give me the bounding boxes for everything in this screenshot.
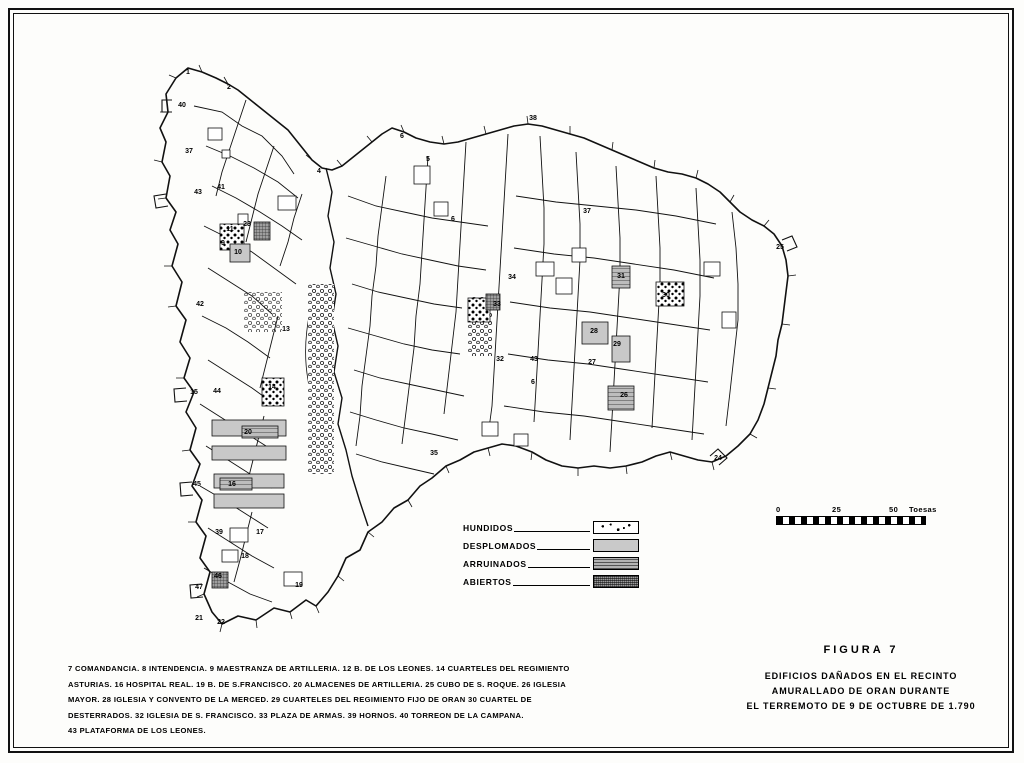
oran-walled-city-map (16, 16, 1006, 745)
figure-caption-block (716, 644, 1006, 714)
legend-swatch-hundidos (593, 521, 639, 534)
legend-leader-line (528, 560, 590, 568)
legend-label-hundidos: HUNDIDOS (463, 522, 514, 533)
map-number-label: 5 (426, 156, 430, 163)
map-number-label: 19 (295, 582, 303, 589)
map-number-label: 18 (241, 553, 249, 560)
legend-leader-line (537, 542, 590, 550)
map-number-label: 39 (215, 529, 223, 536)
key-line-5: 43 PLATAFORMA DE LOS LEONES. (68, 726, 206, 735)
map-number-label: 17 (256, 529, 264, 536)
map-number-label: 35 (430, 450, 438, 457)
figure-caption-line-3: EL TERREMOTO DE 9 DE OCTUBRE DE 1.790 (746, 701, 976, 711)
legend-label-arruinados: ARRUINADOS (463, 558, 527, 569)
map-number-label: 47 (195, 584, 203, 591)
map-number-label: 20 (244, 429, 252, 436)
map-number-label: 33 (493, 301, 501, 308)
map-number-label: 9 (221, 240, 225, 247)
map-number-label: 45 (193, 481, 201, 488)
map-number-label: 30 (662, 292, 670, 299)
map-number-label: 31 (617, 273, 625, 280)
figure-number: FIGURA 7 (823, 644, 899, 656)
legend-leader-line (513, 578, 590, 586)
legend-item-abiertos (463, 573, 639, 590)
map-number-label: 44 (213, 388, 221, 395)
map-number-label: 13 (282, 326, 290, 333)
scale-tick-25: 25 (832, 505, 842, 514)
map-number-label: 37 (583, 208, 591, 215)
legend-item-hundidos (463, 519, 639, 536)
legend-swatch-abiertos (593, 575, 639, 588)
map-number-label: 38 (529, 115, 537, 122)
map-number-label: 24 (714, 455, 722, 462)
legend-label-desplomados: DESPLOMADOS (463, 540, 537, 551)
map-number-label: 6 (400, 133, 404, 140)
map-number-label: 34 (508, 274, 516, 281)
map-drawing-area (16, 16, 1006, 745)
map-number-label: 11 (226, 226, 234, 233)
legend-leader-line (514, 524, 590, 532)
map-number-label: 6 (531, 379, 535, 386)
map-number-label: 27 (588, 359, 596, 366)
map-number-label: 21 (195, 615, 203, 622)
map-number-label: 42 (196, 301, 204, 308)
map-number-label: 1 (186, 69, 190, 76)
map-number-label: 46 (214, 573, 222, 580)
map-number-label: 41 (217, 184, 225, 191)
map-number-label: 10 (234, 249, 242, 256)
map-number-label: 26 (620, 392, 628, 399)
map-number-label: 25 (776, 244, 784, 251)
map-number-label: 14 (268, 384, 276, 391)
map-number-label: 28 (590, 328, 598, 335)
legend-label-abiertos: ABIERTOS (463, 576, 512, 587)
figure-caption-line-1: EDIFICIOS DAÑADOS EN EL RECINTO (764, 671, 958, 681)
scale-bar (776, 505, 946, 525)
map-number-label: 16 (228, 481, 236, 488)
scale-unit-label: Toesas (909, 505, 937, 514)
map-number-label: 22 (217, 619, 225, 626)
map-number-label: 37 (185, 148, 193, 155)
map-number-label: 2 (227, 84, 231, 91)
map-number-label: 43 (194, 189, 202, 196)
map-number-label: 40 (178, 102, 186, 109)
legend-swatch-arruinados (593, 557, 639, 570)
legend-swatch-desplomados (593, 539, 639, 552)
map-number-label: 6 (451, 216, 455, 223)
scale-tick-0: 0 (776, 505, 781, 514)
scale-bar-graphic (776, 516, 926, 525)
legend-item-arruinados (463, 555, 639, 572)
map-number-label: 23 (243, 221, 251, 228)
map-number-label: 4 (317, 168, 321, 175)
map-number-label: 29 (613, 341, 621, 348)
map-number-label: 32 (496, 356, 504, 363)
scale-tick-50: 50 (889, 505, 899, 514)
map-number-label: 15 (190, 389, 198, 396)
scale-tick-labels (776, 505, 946, 516)
map-number-label: 43 (530, 356, 538, 363)
map-key-text (68, 661, 613, 739)
map-legend (463, 519, 639, 591)
key-line-4: DESTERRADOS. 32 IGLESIA DE S. FRANCISCO. 33 PLAZA DE ARMAS. 39 HORNOS. 40 TORREON DE LA CAMPANA. (68, 710, 524, 720)
key-line-3: MAYOR. 28 IGLESIA Y CONVENTO DE LA MERCED. 29 CUARTELES DEL REGIMIENTO FIJO DE ORAN 30 CUARTEL DE (68, 695, 532, 704)
figure-caption-line-2: AMURALLADO DE ORAN DURANTE (771, 686, 951, 696)
key-line-2: ASTURIAS. 16 HOSPITAL REAL. 19 B. DE S.FRANCISCO. 20 ALMACENES DE ARTILLERIA. 25 CUBO DE S. ROQUE. 26 IGLESIA (68, 679, 567, 689)
legend-item-desplomados (463, 537, 639, 554)
key-line-1: 7 COMANDANCIA. 8 INTENDENCIA. 9 MAESTRANZA DE ARTILLERIA. 12 B. DE LOS LEONES. 14 CUARTELES DEL REGIMIENTO (68, 664, 570, 673)
